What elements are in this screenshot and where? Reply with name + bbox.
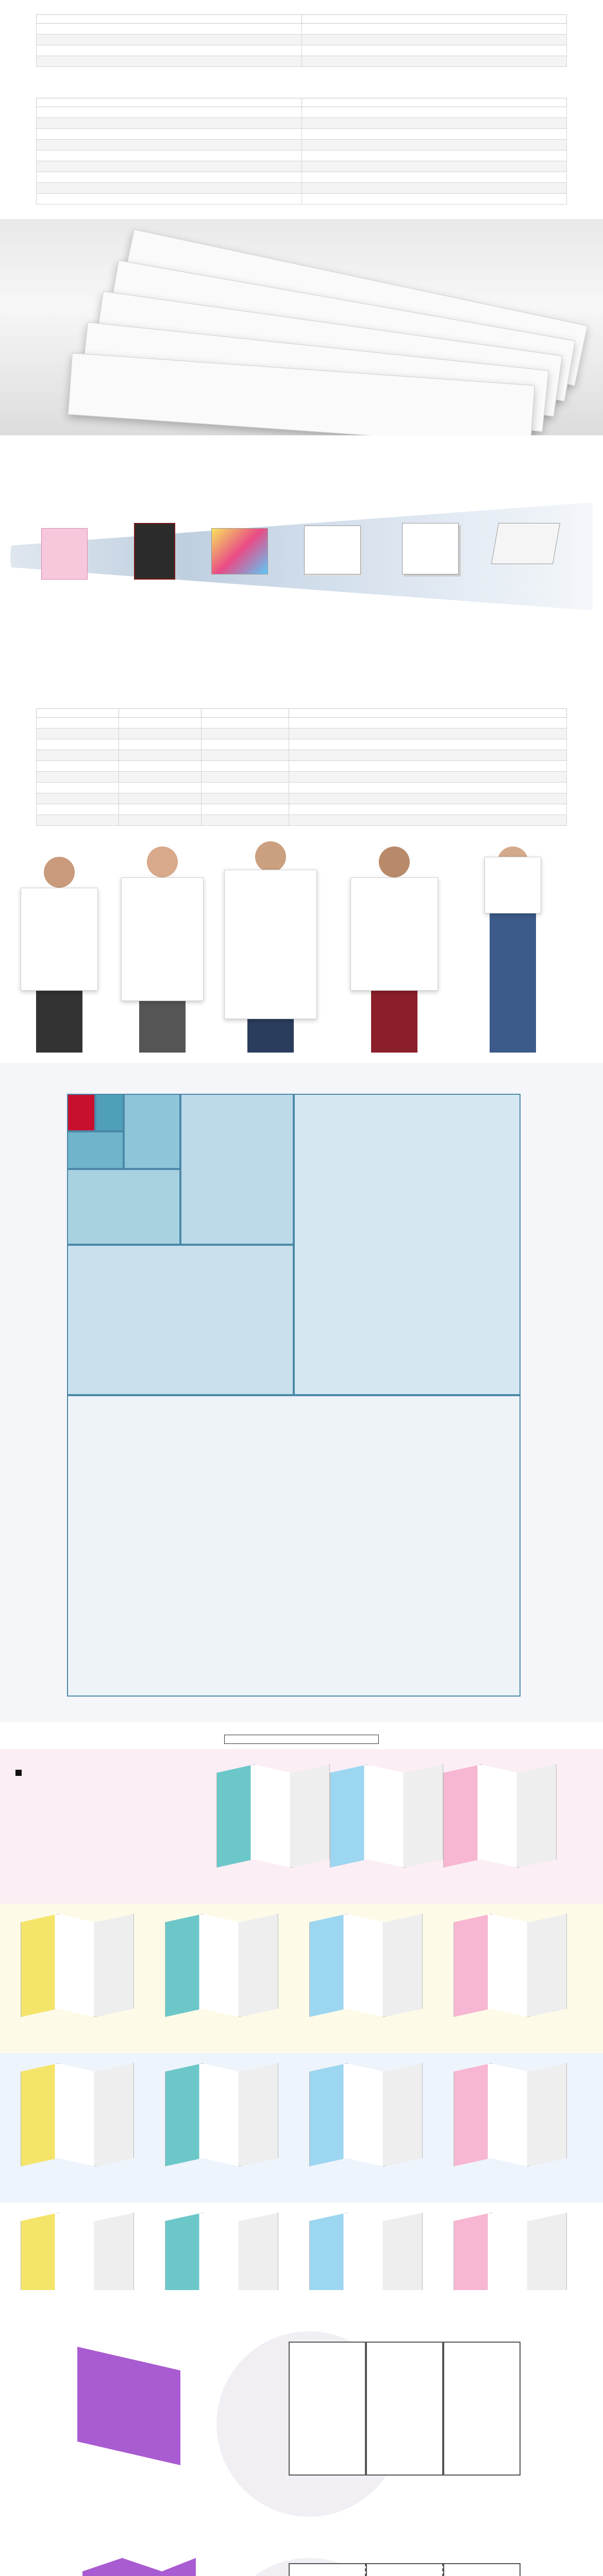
fold-illustration: [309, 2063, 423, 2166]
table-row: [37, 45, 567, 56]
a3-rect: [67, 1245, 294, 1395]
fold-illustration: [165, 2063, 278, 2166]
cell: [119, 783, 202, 793]
a-sizes-diagram: [0, 1063, 603, 1722]
person-head: [379, 846, 410, 877]
size-board: [224, 870, 317, 1019]
cell: [301, 118, 567, 129]
roll-panel: [443, 2342, 521, 2476]
logo-rect: [67, 1094, 95, 1131]
cell: [37, 728, 119, 739]
cell: [289, 793, 567, 804]
person-head: [147, 846, 178, 877]
roll-panel: [289, 2342, 366, 2476]
table-row: [37, 161, 567, 172]
table-header: [301, 98, 567, 107]
cell: [119, 750, 202, 761]
person-a0: [232, 841, 309, 1053]
cell: [289, 783, 567, 793]
cell: [119, 815, 202, 826]
page: [0, 14, 603, 2576]
fold-illustration: [309, 1914, 423, 2017]
cell: [37, 772, 119, 783]
z-fold-illustration: [82, 2558, 196, 2576]
table-row: [37, 24, 567, 35]
paper-thickness-table: [36, 98, 567, 205]
cell: [202, 815, 289, 826]
fold-details: [0, 2290, 603, 2576]
a1-rect: [67, 1395, 521, 1697]
cell: [289, 815, 567, 826]
z-panel: [443, 2563, 521, 2576]
cell: [119, 793, 202, 804]
cell: [119, 804, 202, 815]
letterhead-icon: [304, 526, 361, 574]
cell: [301, 35, 567, 45]
cell: [289, 728, 567, 739]
fold-type: [443, 1765, 557, 1872]
cell: [37, 161, 302, 172]
cell: [289, 718, 567, 728]
cell: [301, 161, 567, 172]
cell: [37, 45, 302, 56]
cell: [37, 172, 302, 183]
cell: [37, 150, 302, 161]
flyers-icon: [402, 523, 459, 574]
fold-type: [21, 2063, 134, 2171]
gsm-scale: [0, 446, 603, 688]
fold-illustration: [21, 1914, 134, 2017]
cell: [119, 739, 202, 750]
table-header: [37, 98, 302, 107]
roll-panel: [366, 2342, 443, 2476]
greeting-card-icon: [491, 523, 560, 564]
cell: [301, 107, 567, 118]
fold-type: [454, 1914, 567, 2021]
fold-type: [454, 2063, 567, 2171]
cell: [301, 129, 567, 140]
cell: [202, 750, 289, 761]
table-row: [37, 772, 567, 783]
table-row: [37, 107, 567, 118]
a4-rect: [180, 1094, 294, 1245]
bible-icon: [134, 523, 175, 580]
cell: [37, 56, 302, 67]
cell: [202, 739, 289, 750]
fold-illustration: [454, 1914, 567, 2017]
table-row: [37, 718, 567, 728]
table-row: [37, 194, 567, 205]
cell: [202, 793, 289, 804]
cell: [119, 728, 202, 739]
table-header: [37, 15, 302, 24]
table-header: [301, 15, 567, 24]
fold-type: [165, 1914, 278, 2021]
cell: [37, 183, 302, 194]
cell: [301, 150, 567, 161]
cell: [301, 172, 567, 183]
cell: [37, 793, 119, 804]
paper-type-table: [36, 14, 567, 67]
fold-type: [216, 1765, 330, 1872]
table-header: [202, 709, 289, 718]
person-a1: [124, 846, 201, 1053]
paper-stack-image: [0, 219, 603, 435]
cell: [37, 107, 302, 118]
fold-illustration: [454, 2063, 567, 2166]
cell: [202, 804, 289, 815]
cell: [202, 728, 289, 739]
table-header: [37, 709, 119, 718]
fold-illustration: [443, 1765, 557, 1868]
size-board: [350, 877, 438, 991]
fold-illustration: [330, 1765, 443, 1868]
size-board: [21, 888, 98, 991]
fold-illustration: [21, 2063, 134, 2166]
cell: [37, 140, 302, 150]
table-row: [37, 728, 567, 739]
cell: [289, 739, 567, 750]
size-boards-photo: [0, 836, 603, 1053]
cell: [37, 35, 302, 45]
table-row: [37, 35, 567, 45]
person-head: [255, 841, 286, 872]
fold-types-grid: [0, 1749, 603, 2290]
a2-rect: [294, 1094, 521, 1395]
a7-rect: [67, 1131, 124, 1169]
cell: [301, 56, 567, 67]
fold-type: [165, 2063, 278, 2171]
a8-rect: [95, 1094, 124, 1131]
cell: [37, 24, 302, 35]
cell: [301, 183, 567, 194]
cell: [37, 739, 119, 750]
cell: [301, 24, 567, 35]
size-board: [484, 857, 541, 913]
person-a2: [21, 857, 98, 1053]
cell: [301, 194, 567, 205]
cell: [289, 750, 567, 761]
print-in-london-logo: [15, 1770, 22, 1776]
table-header: [119, 709, 202, 718]
table-row: [37, 183, 567, 194]
a6-rect: [124, 1094, 180, 1169]
cell: [119, 761, 202, 772]
cell: [289, 772, 567, 783]
cell: [202, 718, 289, 728]
table-row: [37, 118, 567, 129]
table-row: [37, 129, 567, 140]
roll-fold-illustration: [77, 2347, 180, 2465]
tissue-box-icon: [41, 528, 88, 580]
table-row: [37, 140, 567, 150]
cell: [37, 718, 119, 728]
fold-type: [330, 1765, 443, 1872]
cell: [37, 750, 119, 761]
cell: [37, 761, 119, 772]
cell: [289, 804, 567, 815]
table-row: [37, 815, 567, 826]
cell: [119, 718, 202, 728]
a5-rect: [67, 1169, 180, 1245]
person-head: [44, 857, 75, 888]
table-row: [37, 793, 567, 804]
cell: [301, 140, 567, 150]
person-custom: [474, 846, 551, 1053]
paper-sizes-table: [36, 708, 567, 826]
z-panel: [366, 2563, 443, 2576]
size-board: [121, 877, 204, 1001]
cell: [37, 815, 119, 826]
cell: [289, 761, 567, 772]
table-row: [37, 150, 567, 161]
table-row: [37, 172, 567, 183]
cell: [202, 772, 289, 783]
fold-illustration: [165, 1914, 278, 2017]
z-panel: [289, 2563, 366, 2576]
folded-leaflet-title: [224, 1735, 379, 1744]
cell: [37, 783, 119, 793]
table-row: [37, 761, 567, 772]
cell: [37, 194, 302, 205]
cell: [202, 783, 289, 793]
table-row: [37, 783, 567, 793]
fold-type: [309, 2063, 423, 2171]
cell: [37, 804, 119, 815]
cell: [37, 118, 302, 129]
fold-illustration: [216, 1765, 330, 1868]
cell: [37, 129, 302, 140]
table-header: [289, 709, 567, 718]
table-row: [37, 750, 567, 761]
person-30x40: [356, 846, 433, 1053]
table-row: [37, 739, 567, 750]
fold-type: [21, 1914, 134, 2021]
fold-type: [309, 1914, 423, 2021]
cell: [301, 45, 567, 56]
cell: [202, 761, 289, 772]
table-row: [37, 804, 567, 815]
paper-ream-icon: [211, 528, 268, 574]
cell: [119, 772, 202, 783]
table-row: [37, 56, 567, 67]
